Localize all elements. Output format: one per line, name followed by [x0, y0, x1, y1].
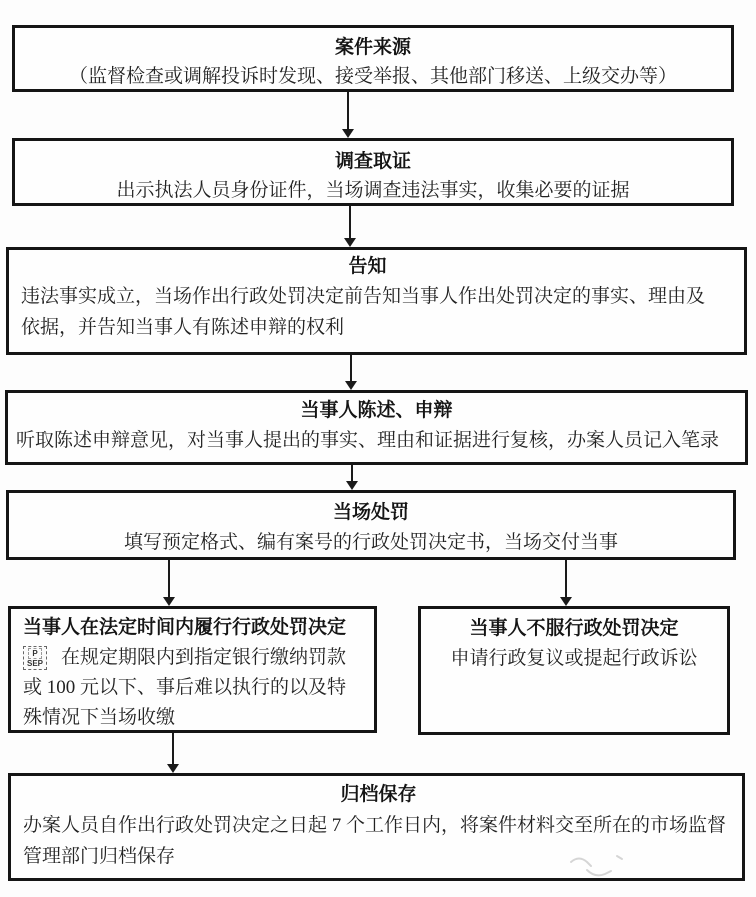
flow-arrow-statement-to-onspot	[346, 465, 358, 490]
node-title: 案件来源	[334, 37, 411, 58]
flow-arrow-onspot-to-object	[560, 560, 572, 606]
flow-node-object	[418, 606, 730, 735]
flow-arrow-source-to-evidence	[342, 92, 354, 138]
flow-arrow-comply-to-archive	[167, 733, 179, 773]
node-body-text: 在规定期限内到指定银行缴纳罚款或 100 元以下、事后难以执行的以及特殊情况下当场收缴	[23, 647, 347, 728]
node-title: 当场处罚	[332, 502, 409, 523]
node-body	[23, 643, 360, 733]
node-body: （监督检查或调解投诉时发现、接受举报、其他部门移送、上级交办等）	[68, 66, 677, 87]
node-title: 当事人不服行政处罚决定	[469, 618, 679, 639]
scan-artifact-squiggle	[565, 848, 635, 882]
flow-node-onspot-penalty	[6, 490, 736, 560]
node-title: 调查取证	[334, 151, 411, 172]
node-title: 当事人在法定时间内履行行政处罚决定	[23, 617, 347, 638]
node-body: 听取陈述申辩意见，对当事人提出的事实、理由和证据进行复核，办案人员记入笔录	[16, 430, 720, 451]
node-body: 填写预定格式、编有案号的行政处罚决定书，当场交付当事	[123, 532, 618, 553]
flow-node-statement	[5, 390, 748, 465]
flow-node-inform	[6, 247, 747, 355]
flow-node-case-source	[12, 25, 734, 92]
node-title: 告知	[348, 256, 387, 277]
flow-node-evidence	[12, 138, 734, 206]
node-body: 申请行政复议或提起行政诉讼	[450, 648, 698, 669]
flow-arrow-inform-to-statement	[345, 355, 357, 390]
flow-arrow-evidence-to-inform	[344, 206, 356, 247]
flow-node-comply	[8, 606, 377, 733]
node-title: 归档保存	[340, 784, 417, 805]
page-separator-field-icon: P SEP	[23, 646, 47, 670]
flow-arrow-onspot-to-comply	[163, 560, 175, 606]
node-body: 出示执法人员身份证件，当场调查违法事实，收集必要的证据	[116, 180, 630, 201]
node-body: 办案人员自作出行政处罚决定之日起 7 个工作日内，将案件材料交至所在的市场监督管理部门归档保存	[23, 815, 727, 867]
node-body: 违法事实成立，当场作出行政处罚决定前告知当事人作出处罚决定的事实、理由及依据，并告知当事人有陈述申辩的权利	[21, 286, 706, 338]
node-title: 当事人陈述、申辩	[300, 400, 453, 421]
